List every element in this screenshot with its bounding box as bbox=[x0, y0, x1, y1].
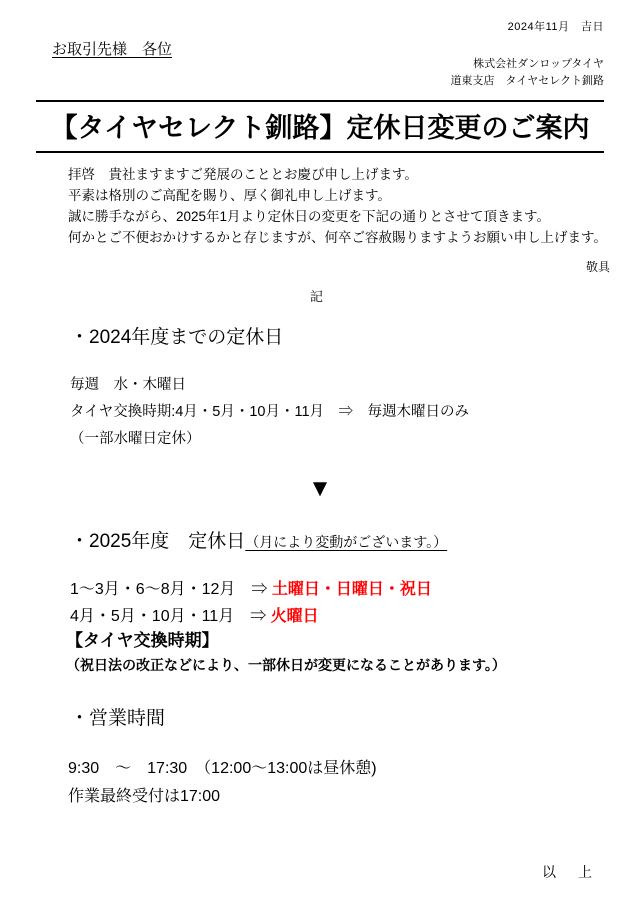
closing-salutation: 敬具 bbox=[585, 260, 610, 274]
section-old-heading: ・2024年度までの定休日 bbox=[70, 327, 284, 348]
section-new-heading bbox=[70, 526, 447, 553]
section-new-rows bbox=[70, 576, 432, 630]
section-hours-body bbox=[68, 755, 377, 811]
section-new-row-1-value: 土曜日・日曜日・祝日 bbox=[271, 581, 432, 598]
section-hours-line-2: 作業最終受付は17:00 bbox=[68, 788, 221, 805]
section-new-row-2-value: 火曜日 bbox=[270, 608, 319, 626]
down-arrow-icon: ▼ bbox=[308, 475, 332, 502]
section-old-line-2: タイヤ交換時期:4月・5月・10月・11月 ⇒ 毎週木曜日のみ bbox=[70, 403, 470, 420]
document-date: 2024年11月 吉日 bbox=[507, 21, 604, 33]
sender-block bbox=[450, 56, 604, 89]
section-hours-heading: ・営業時間 bbox=[70, 708, 166, 729]
section-new-row-1-label: 1〜3月・6〜8月・12月 ⇒ bbox=[70, 581, 268, 598]
greeting-paragraph bbox=[68, 165, 608, 249]
section-new-row-1 bbox=[70, 576, 432, 603]
greeting-line-4: 何かとご不便おかけするかと存じますが、何卒ご容赦賜りますようお願い申し上げます。 bbox=[68, 229, 607, 245]
greeting-line-1: 拝啓 貴社ますますご発展のこととお慶び申し上げます。 bbox=[68, 167, 418, 182]
section-old-line-3: （一部水曜日定休） bbox=[70, 430, 201, 447]
tire-change-period-label: 【タイヤ交換時期】 bbox=[66, 631, 219, 650]
page-title: 【タイヤセレクト釧路】定休日変更のご案内 bbox=[36, 100, 604, 153]
holiday-law-note: （祝日法の改正などにより、一部休日が変更になることがあります。） bbox=[66, 657, 506, 673]
ki-marker: 記 bbox=[310, 289, 324, 304]
addressee-line: お取引先様 各位 bbox=[52, 41, 173, 58]
section-new-row-2-label: 4月・5月・10月・11月 ⇒ bbox=[70, 608, 267, 626]
section-new-heading-main: ・2025年度 定休日 bbox=[70, 531, 246, 552]
section-hours-line-1: 9:30 〜 17:30 （12:00〜13:00は昼休憩) bbox=[68, 760, 377, 777]
greeting-line-3: 誠に勝手ながら、2025年1月より定休日の変更を下記の通りとさせて頂きます。 bbox=[68, 208, 550, 224]
section-old-body bbox=[70, 372, 469, 452]
section-new-heading-sub: （月により変動がございます。） bbox=[245, 534, 448, 550]
greeting-line-2: 平素は格別のご高配を賜り、厚く御礼申し上げます。 bbox=[68, 187, 391, 203]
document-footer: 以 上 bbox=[542, 864, 596, 880]
section-old-line-1: 毎週 水・木曜日 bbox=[70, 377, 186, 393]
sender-company: 株式会社ダンロップタイヤ bbox=[473, 58, 604, 70]
sender-branch: 道東支店 タイヤセレクト釧路 bbox=[450, 74, 604, 87]
